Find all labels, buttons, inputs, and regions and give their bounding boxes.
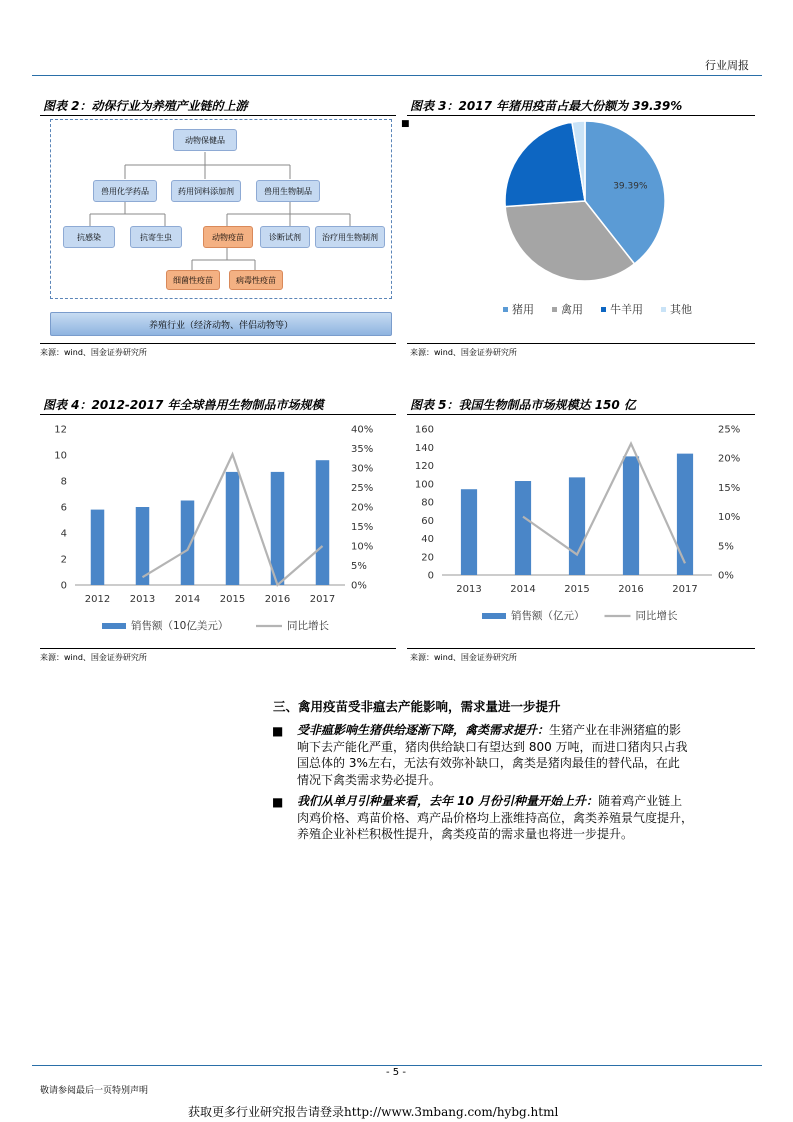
fig3-title-rule: [407, 115, 755, 116]
fig4-legend-bar-swatch: [102, 623, 126, 629]
fig5-yleft-tick: 160: [414, 424, 434, 436]
fig5-source: 来源：wind、国金证券研究所: [410, 653, 517, 662]
pie-legend-label-3: 其他: [670, 303, 692, 316]
fig4-source: 来源：wind、国金证券研究所: [40, 653, 147, 662]
node-animal-health: 动物保健品: [173, 129, 237, 151]
fig5-x-tick-2017: 2017: [672, 584, 698, 595]
fig5-bar-2017: [677, 454, 693, 575]
node-therapeutic-biologics: 治疗用生物制剂: [315, 226, 385, 248]
fig4-bar-2012: [91, 510, 105, 585]
fig4-yright-tick: 25%: [351, 483, 374, 494]
pie-legend-label-1: 禽用: [561, 303, 583, 316]
fig5-bar-2015: [569, 477, 585, 575]
pie-slice-2: [505, 122, 585, 207]
footer-promo-link[interactable]: 获取更多行业研究报告请登录http://www.3mbang.com/hybg.html: [188, 1105, 559, 1119]
fig2-source: 来源：wind、国金证券研究所: [40, 348, 147, 357]
pie-legend-label-0: 猪用: [512, 303, 534, 316]
fig4-yleft-tick: 2: [60, 554, 67, 566]
fig5-x-tick-2015: 2015: [564, 584, 590, 595]
pie-data-label-0: 39.39%: [613, 181, 648, 192]
fig3-title: 图表 3：2017 年猪用疫苗占最大份额为 39.39%: [410, 99, 683, 113]
bullet-2-line-3: 养殖企业补栏积极性提升，禽类疫苗的需求量也将进一步提升。: [297, 827, 634, 841]
fig4-x-tick-2015: 2015: [219, 594, 246, 605]
fig4-x-tick-2012: 2012: [84, 594, 111, 605]
fig4-yright-tick: 5%: [351, 561, 367, 572]
node-vet-chem-drugs: 兽用化学药品: [93, 180, 157, 202]
fig4-yleft-tick: 6: [60, 502, 67, 514]
fig5-yleft-tick: 60: [421, 515, 434, 527]
bullet-lead-1: 受非瘟影响生猪供给逐渐下降，禽类需求提升：: [297, 723, 550, 737]
fig4-yright-tick: 35%: [351, 444, 374, 455]
pie-legend-swatch-1: [552, 307, 557, 312]
fig3-marker: ■: [401, 119, 410, 129]
fig5-combo-chart: [407, 415, 757, 645]
fig5-x-tick-2016: 2016: [618, 584, 644, 595]
fig5-bottom-rule: [407, 648, 755, 649]
fig4-yleft-tick: 10: [54, 450, 67, 462]
fig3-pie-chart: [407, 118, 757, 340]
node-farming-industry: 养殖行业（经济动物、伴侣动物等）: [50, 312, 392, 336]
pie-legend-swatch-0: [503, 307, 508, 312]
fig4-combo-chart: [40, 415, 396, 645]
fig5-yleft-tick: 80: [421, 497, 434, 509]
pie-legend-swatch-3: [661, 307, 666, 312]
bullet-2-line-2: 肉鸡价格、鸡苗价格、鸡产品价格均上涨维持高位，禽类养殖景气度提升，: [297, 810, 694, 825]
fig5-x-tick-2013: 2013: [456, 584, 482, 595]
fig5-yleft-tick: 40: [421, 534, 434, 545]
bullet-2-line-1: 随着鸡产业链上: [598, 794, 683, 808]
fig5-bar-2016: [623, 456, 639, 575]
fig5-yright-tick: 15%: [718, 482, 741, 494]
fig2-diagram: [40, 117, 400, 344]
node-anti-infection: 抗感染: [63, 226, 115, 248]
bullet-paragraph-2: [297, 793, 749, 843]
fig2-bottom-rule: [40, 343, 396, 344]
fig5-legend-bar-label: 销售额（亿元）: [511, 610, 585, 622]
fig2-title-rule: [40, 115, 396, 116]
fig4-yleft-tick: 4: [60, 528, 67, 540]
fig4-yright-tick: 20%: [351, 502, 374, 514]
fig4-bar-2014: [181, 501, 195, 586]
fig4-yright-tick: 40%: [351, 424, 374, 436]
fig4-yleft-tick: 0: [60, 580, 67, 592]
bullet-marker-2: ■: [272, 795, 284, 809]
header-report-type: 行业周报: [705, 59, 749, 72]
node-diagnostic-reagent: 诊断试剂: [260, 226, 310, 248]
fig5-x-tick-2014: 2014: [510, 584, 536, 595]
fig4-x-tick-2013: 2013: [129, 594, 156, 605]
section-heading: 三、禽用疫苗受非瘟去产能影响，需求量进一步提升: [273, 699, 561, 714]
bullet-1-line-2: 响下去产能化严重，猪肉供给缺口有望达到 800 万吨，而进口猪肉只占我: [297, 739, 688, 754]
fig3-source: 来源：wind、国金证券研究所: [410, 348, 517, 357]
fig4-bar-2015: [226, 472, 240, 585]
fig4-x-tick-2014: 2014: [174, 594, 201, 605]
bullet-1-line-3: 国总体的 3%左右，无法有效弥补缺口，禽类是猪肉最佳的替代品，在此: [297, 756, 680, 770]
fig5-yright-tick: 5%: [718, 541, 734, 553]
fig5-bar-2013: [461, 489, 477, 575]
fig5-yleft-tick: 120: [414, 461, 434, 472]
fig5-title: 图表 5：我国生物制品市场规模达 150 亿: [410, 398, 636, 412]
fig5-legend-bar-swatch: [482, 613, 506, 619]
fig5-yright-tick: 10%: [718, 512, 741, 524]
page-number: - 5 -: [386, 1067, 406, 1078]
fig4-yright-tick: 10%: [351, 541, 374, 553]
bullet-1-line-1: 生猪产业在非洲猪瘟的影: [549, 723, 682, 737]
fig4-legend-bar-label: 销售额（10亿美元）: [131, 620, 229, 632]
footer-disclaimer: 敬请参阅最后一页特别声明: [40, 1086, 149, 1096]
fig5-yright-tick: 25%: [718, 424, 741, 436]
fig4-title: 图表 4：2012-2017 年全球兽用生物制品市场规模: [43, 398, 324, 412]
fig5-yleft-tick: 140: [414, 442, 434, 454]
fig5-legend-line-label: 同比增长: [635, 610, 678, 622]
fig4-yright-tick: 0%: [351, 580, 367, 592]
fig4-yright-tick: 15%: [351, 522, 374, 533]
fig4-yleft-tick: 12: [54, 424, 67, 436]
fig5-growth-line: [523, 444, 685, 564]
footer-rule: [32, 1065, 762, 1066]
header-rule: [32, 75, 762, 76]
node-animal-vaccine: 动物疫苗: [203, 226, 253, 248]
pie-legend-label-2: 牛羊用: [610, 303, 643, 316]
node-feed-additives: 药用饲料添加剂: [171, 180, 241, 202]
bullet-1-line-4: 情况下禽类需求势必提升。: [297, 772, 442, 787]
fig5-bar-2014: [515, 481, 531, 575]
fig4-yleft-tick: 8: [60, 476, 67, 488]
fig4-x-tick-2016: 2016: [264, 594, 291, 605]
fig5-yright-tick: 20%: [718, 453, 741, 465]
fig5-yleft-tick: 100: [414, 479, 434, 491]
fig5-yright-tick: 0%: [718, 570, 734, 582]
fig3-bottom-rule: [407, 343, 755, 344]
node-anti-parasite: 抗寄生虫: [130, 226, 182, 248]
node-vet-biologics: 兽用生物制品: [256, 180, 320, 202]
node-bacterial-vaccine: 细菌性疫苗: [166, 270, 220, 290]
bullet-paragraph-1: [297, 722, 749, 788]
bullet-marker-1: ■: [272, 724, 284, 738]
pie-legend-swatch-2: [601, 307, 606, 312]
fig5-yleft-tick: 0: [427, 570, 434, 582]
fig4-yright-tick: 30%: [351, 463, 374, 475]
fig5-yleft-tick: 20: [421, 552, 434, 564]
node-viral-vaccine: 病毒性疫苗: [229, 270, 283, 290]
fig4-bottom-rule: [40, 648, 396, 649]
fig4-legend-line-label: 同比增长: [287, 620, 329, 632]
fig2-title: 图表 2：动保行业为养殖产业链的上游: [43, 99, 248, 113]
bullet-lead-2: 我们从单月引种量来看，去年 10 月份引种量开始上升：: [297, 794, 599, 808]
fig4-bar-2017: [316, 460, 330, 585]
fig4-x-tick-2017: 2017: [309, 594, 336, 605]
